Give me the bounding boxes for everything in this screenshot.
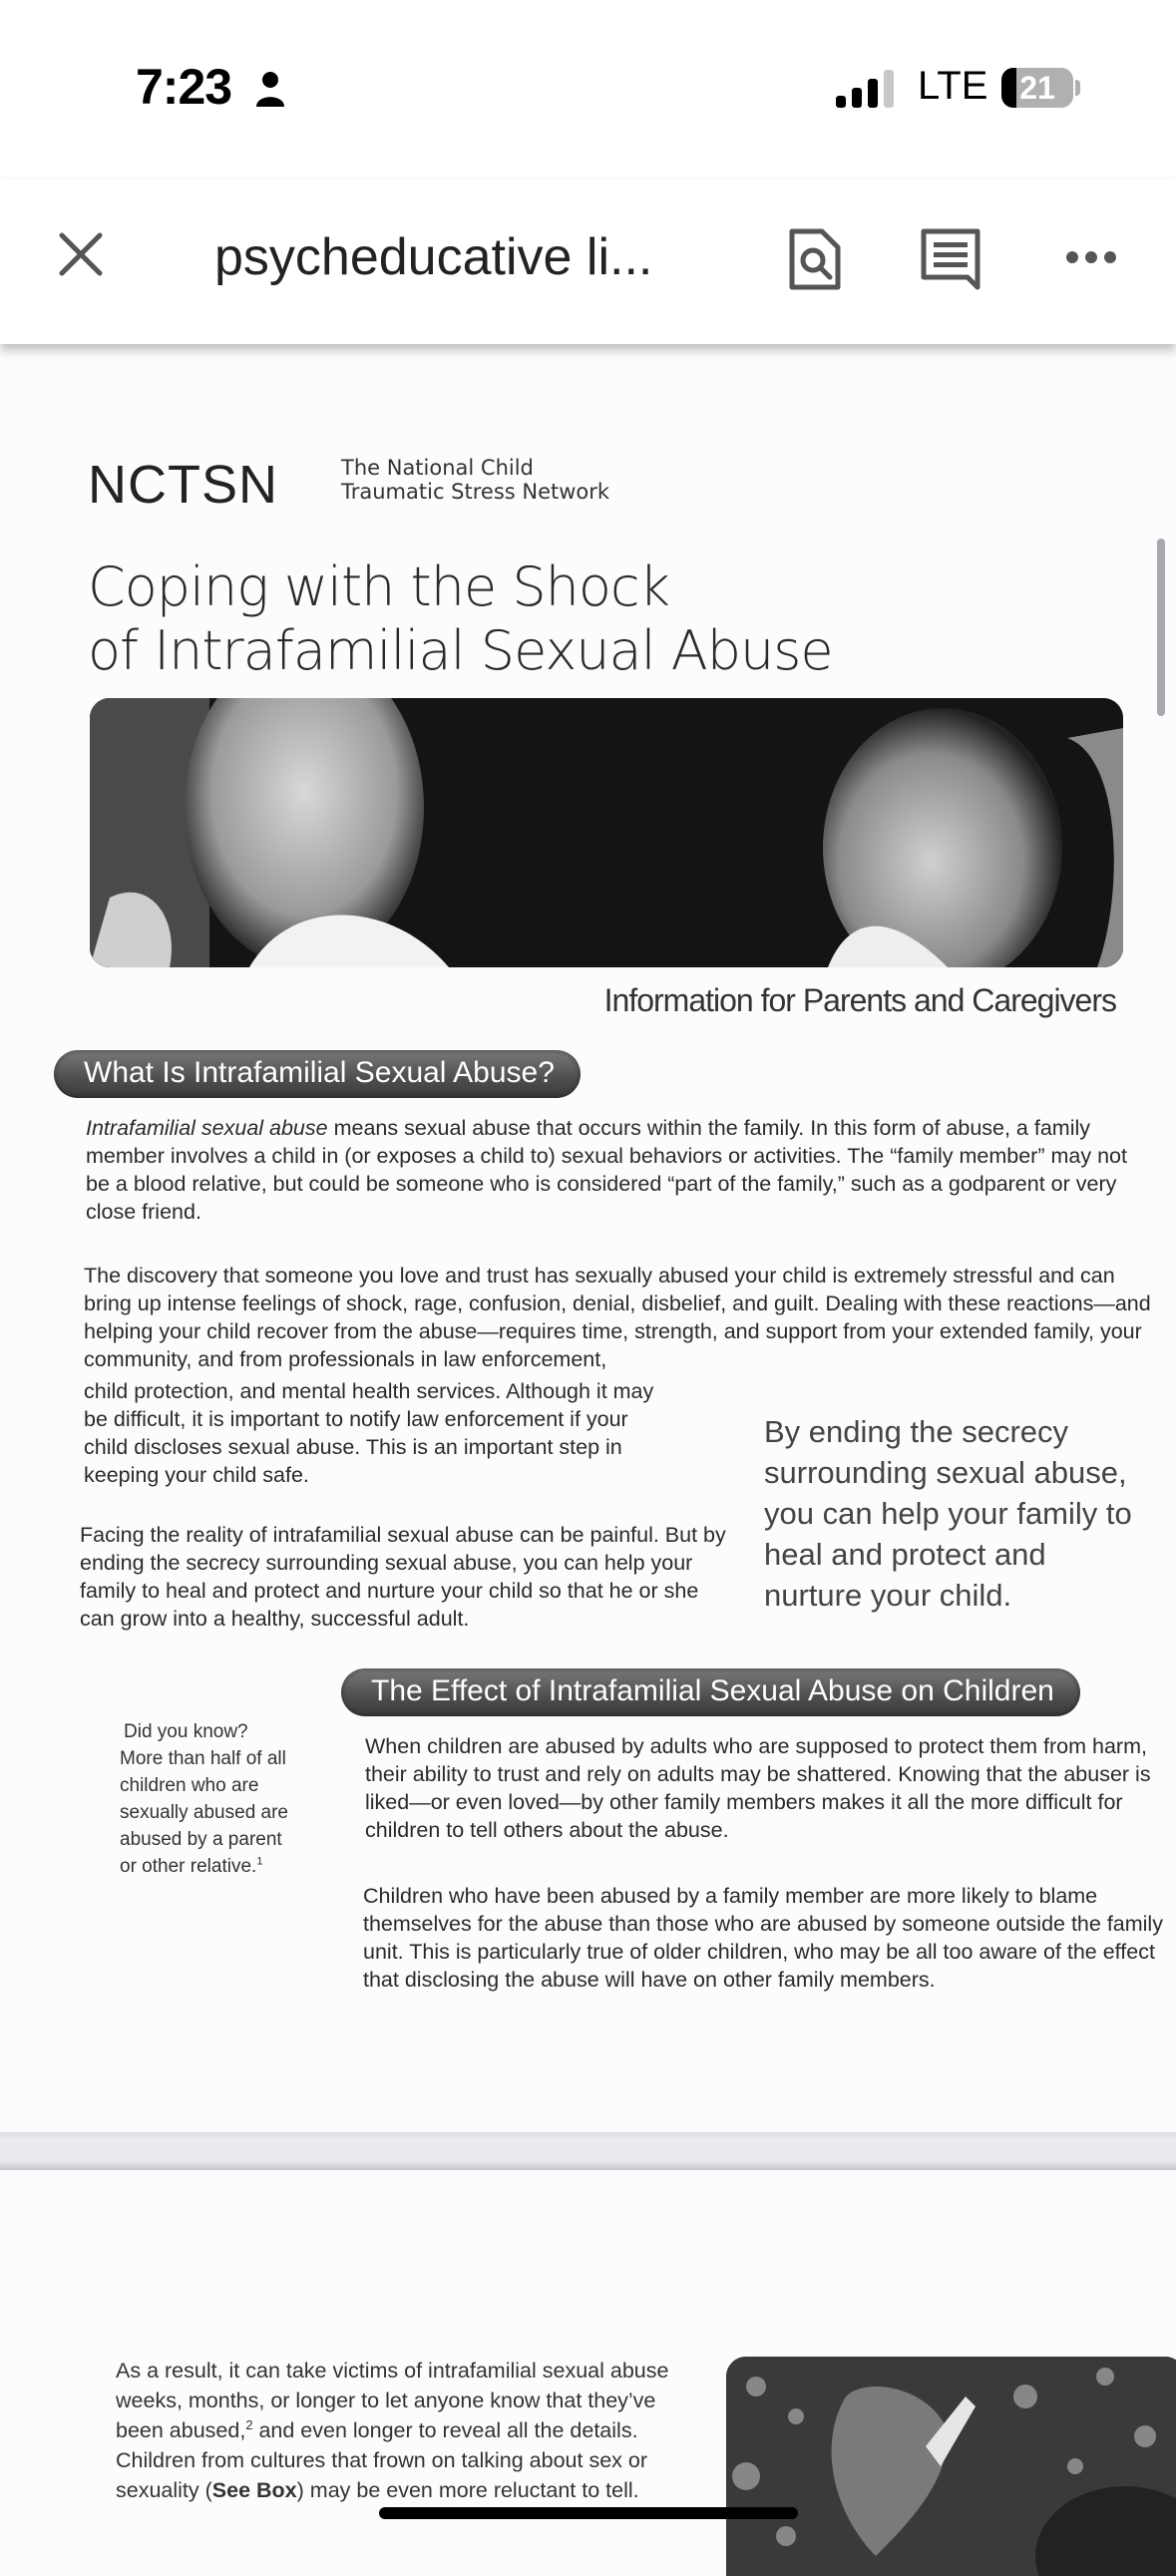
footnote-ref-1: 1 xyxy=(256,1855,263,1868)
org-name-line2: Traumatic Stress Network xyxy=(341,480,610,504)
term-intrafamilial: Intrafamilial sexual abuse xyxy=(86,1116,328,1140)
signal-strength-icon xyxy=(836,70,898,108)
org-name xyxy=(341,456,609,504)
section-heading-what-is: What Is Intrafamilial Sexual Abuse? xyxy=(54,1050,581,1098)
did-you-know-body: More than half of all children who are sexually abused are abused by a parent or other relative. xyxy=(120,1748,288,1877)
header-photo xyxy=(90,698,1123,967)
did-you-know-title: Did you know? xyxy=(124,1721,248,1742)
child-heart-photo xyxy=(726,2357,1176,2576)
paragraph-discovery: The discovery that someone you love and trust has sexually abused your child is extremely stressful and can bring up intense feelings of shock, rage, confusion, denial, disbelief, and guilt. Dealing with these reactions—and helping your child recover from the abuse—requires time, strength, and support from your extended family, your community, and from professionals in law enforcement, xyxy=(84,1264,1151,1371)
pull-quote: By ending the secrecy surrounding sexual abuse, you can help your family to heal and protect and nurture your child. xyxy=(764,1414,1132,1613)
paragraph-notify: child protection, and mental health services. Although it may be difficult, it is important to notify law enforcement if your child discloses sexual abuse. This is an important step in keeping your child safe. xyxy=(84,1379,654,1487)
org-logo: NCTSN xyxy=(88,455,278,515)
more-options-icon[interactable] xyxy=(1065,247,1117,267)
title-line2: of Intrafamilial Sexual Abuse xyxy=(88,619,833,682)
status-bar xyxy=(0,0,1176,180)
title-line1: Coping with the Shock xyxy=(88,555,669,618)
battery-icon xyxy=(1001,68,1073,108)
network-type: LTE xyxy=(918,64,988,108)
battery-level: 21 xyxy=(1019,70,1055,106)
org-name-line1: The National Child xyxy=(341,456,534,480)
document-heading xyxy=(88,555,833,683)
home-indicator[interactable] xyxy=(379,2507,798,2519)
paragraph-disclosure-delay: As a result, it can take victims of intrafamilial sexual abuse weeks, months, or longer to let anyone know that they’ve been abused,$^2$ and even longer to reveal all the details. Children from cultures that frown on talking about sex or sexuality (See Box) may be even more reluctant to tell. xyxy=(116,2359,669,2502)
audience-line: Information for Parents and Caregivers xyxy=(603,982,1116,1018)
scrollbar-thumb[interactable] xyxy=(1157,539,1165,716)
battery-tip xyxy=(1075,80,1080,96)
page-separator xyxy=(0,2132,1176,2170)
see-box-reference: See Box xyxy=(211,2478,297,2502)
find-in-document-icon[interactable] xyxy=(788,227,842,291)
paragraph-definition: Intrafamilial sexual abuse means sexual abuse that occurs within the family. In this form of abuse, a family member involves a child in (or exposes a child to) sexual behaviors or activities. The “family member” may not be a blood relative, but could be someone who is considered “part of the family,” such as a godparent or very close friend. xyxy=(86,1116,1127,1224)
footnote-ref-2: 2 xyxy=(245,2416,253,2432)
photo-two-girls xyxy=(90,698,1123,967)
section-heading-effect: The Effect of Intrafamilial Sexual Abuse on Children xyxy=(341,1668,1080,1716)
did-you-know-sidebar xyxy=(120,1718,299,1880)
status-time: 7:23 xyxy=(136,59,232,115)
close-icon[interactable] xyxy=(56,229,106,279)
photo-child-heart xyxy=(726,2357,1176,2576)
document-title: psycheducative li... xyxy=(214,228,653,286)
document-toolbar xyxy=(0,180,1176,344)
person-icon xyxy=(255,70,285,108)
comment-icon[interactable] xyxy=(920,227,981,291)
paragraph-self-blame: Children who have been abused by a family member are more likely to blame themselves for the abuse than those who are abused by someone outside the family unit. This is particularly true of older children, who may be all too aware of the effect that disclosing the abuse will have on other family members. xyxy=(363,1884,1163,1992)
paragraph-facing-reality: Facing the reality of intrafamilial sexual abuse can be painful. But by ending the secrecy surrounding sexual abuse, you can help your family to heal and protect and nurture your child so that he or she can grow into a healthy, successful adult. xyxy=(80,1523,726,1631)
paragraph-trust: When children are abused by adults who are supposed to protect them from harm, their ability to trust and rely on adults may be shattered. Knowing that the abuser is liked—or even loved—by other family members makes it all the more difficult for children to tell others about the abuse. xyxy=(365,1734,1151,1842)
